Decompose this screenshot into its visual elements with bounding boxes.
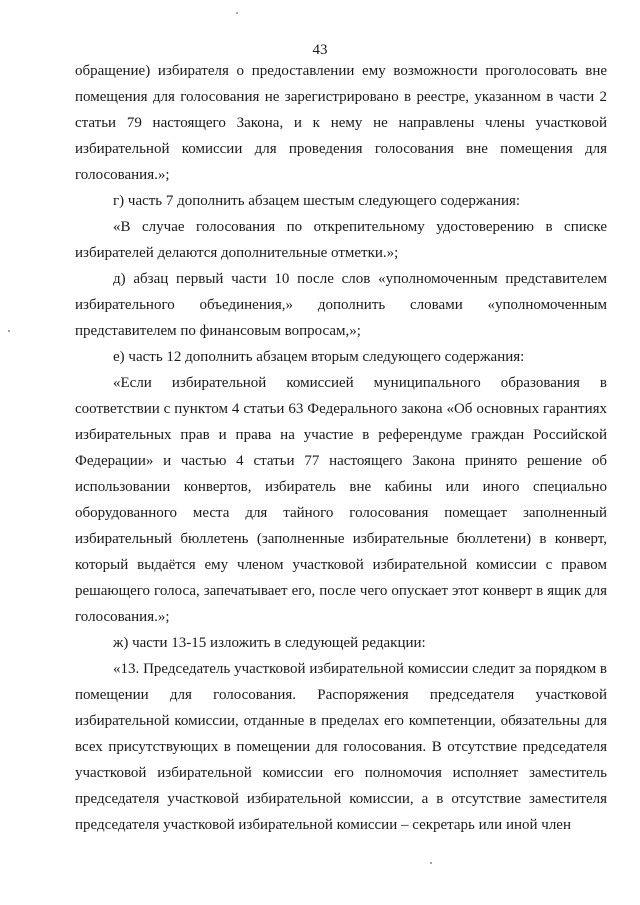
scan-speck (236, 12, 238, 14)
page-number: 43 (312, 42, 328, 58)
paragraph-1: обращение) избирателя о предоставлении ему возможности проголосовать вне помещения для голосования не зарегистрировано в реестре, указанном в части 2 статьи 79 настоящего Закона, и к нему не направлены члены участковой избирательной комиссии для проведения голосования вне помещения для голосования.»; (75, 63, 607, 183)
paragraph-4: д) абзац первый части 10 после слов «уполномоченным представителем избирательного объединения,» дополнить словами «уполномоченным представителем по финансовым вопросам,»; (75, 271, 607, 339)
paragraph-8: «13. Председатель участковой избирательной комиссии следит за порядком в помещении для голосования. Распоряжения председателя участковой избирательной комиссии, отданные в пределах его компетенции, обязательны для всех присутствующих в помещении для голосования. В отсутствие председателя участковой избирательной комиссии его полномочия исполняет заместитель председателя участковой избирательной комиссии, а в отсутствие заместителя председателя участковой избирательной комиссии – секретарь или иной член (75, 661, 607, 833)
paragraph-2: г) часть 7 дополнить абзацем шестым следующего содержания: (113, 193, 521, 209)
document-body (75, 58, 607, 838)
paragraph-3: «В случае голосования по открепительному удостоверению в списке избирателей делаются дополнительные отметки.»; (75, 219, 607, 261)
scan-speck (8, 330, 10, 332)
paragraph-7: ж) части 13-15 изложить в следующей редакции: (113, 635, 426, 651)
paragraph-6: «Если избирательной комиссией муниципального образования в соответствии с пунктом 4 статьи 63 Федерального закона «Об основных гарантиях избирательных прав и права на участие в референдуме граждан Российской Федерации» и частью 4 статьи 77 настоящего Закона принято решение об использовании конвертов, избиратель вне кабины или иного специально оборудованного места для тайного голосования помещает заполненный избирательный бюллетень (заполненные избирательные бюллетени) в конверт, который выдаётся ему членом участковой избирательной комиссии с правом решающего голоса, запечатывает его, после чего опускает этот конверт в ящик для голосования.»; (75, 375, 607, 625)
paragraph-5: е) часть 12 дополнить абзацем вторым следующего содержания: (113, 349, 525, 365)
scan-speck (430, 862, 432, 864)
